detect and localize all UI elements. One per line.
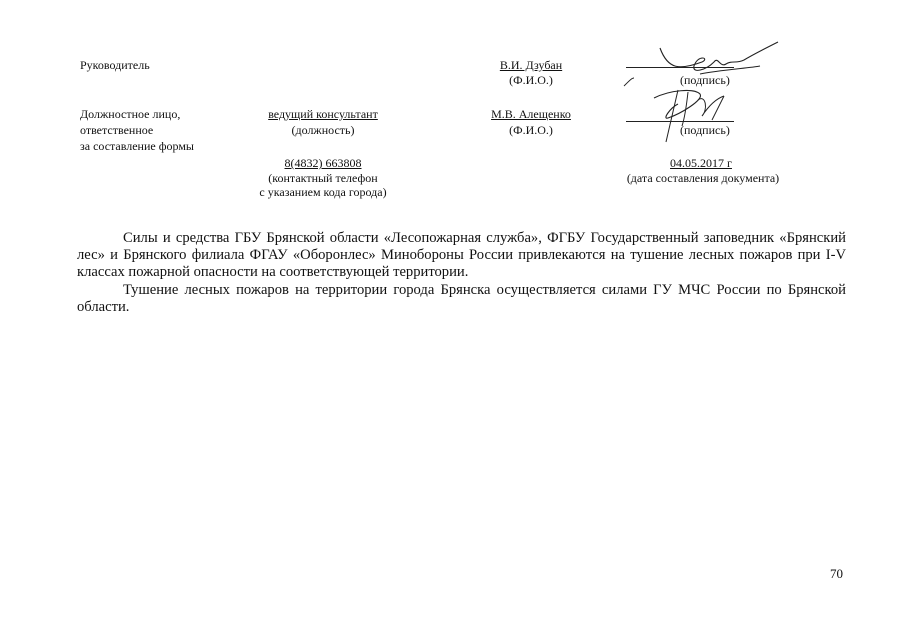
official-role-line2: ответственное <box>80 123 154 137</box>
official-signature-caption: (подпись) <box>680 123 730 137</box>
document-date: 04.05.2017 г <box>670 156 732 170</box>
official-name-caption: (Ф.И.О.) <box>509 123 553 137</box>
official-role-line3: за составление формы <box>80 139 194 153</box>
document-date-caption: (дата составления документа) <box>626 171 780 185</box>
head-role-label: Руководитель <box>80 58 150 72</box>
official-position-caption: (должность) <box>291 123 355 137</box>
official-name: М.В. Алещенко <box>491 107 571 121</box>
body-paragraph-2-text: Тушение лесных пожаров на территории города Брянска осуществляется силами ГУ МЧС России по Брянской области. <box>77 282 846 315</box>
official-role-line1: Должностное лицо, <box>80 107 181 121</box>
body-paragraph-1 <box>77 230 846 281</box>
contact-phone-caption-line1: (контактный телефон <box>268 171 378 185</box>
official-position: ведущий консультант <box>268 107 378 121</box>
head-signature-caption: (подпись) <box>680 73 730 87</box>
contact-phone: 8(4832) 663808 <box>284 156 362 170</box>
body-paragraph-1-text: Силы и средства ГБУ Брянской области «Лесопожарная служба», ФГБУ Государственный заповедник «Брянский лес» и Брянского филиала ФГАУ «Оборонлес» Минобороны России привлекаются на тушение лесных пожаров при I-V классах пожарной опасности на соответствующей территории. <box>77 230 846 280</box>
contact-phone-caption-line2: с указанием кода города) <box>259 185 387 199</box>
official-signature <box>640 80 750 150</box>
body-paragraph-2 <box>77 282 846 316</box>
head-signature-line <box>626 67 734 68</box>
head-name-caption: (Ф.И.О.) <box>509 73 553 87</box>
head-name: В.И. Дзубан <box>499 58 563 72</box>
page-number: 70 <box>830 566 843 581</box>
